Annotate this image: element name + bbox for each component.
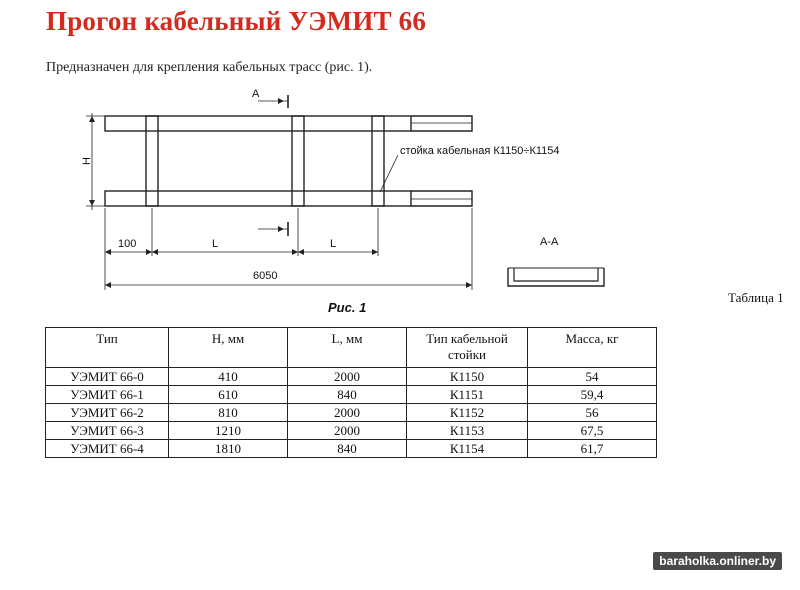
section-label: A-A (540, 236, 559, 248)
cell-l: 840 (288, 386, 407, 404)
cell-h: 1810 (169, 440, 288, 458)
cell-l: 2000 (288, 422, 407, 440)
cell-mass: 61,7 (528, 440, 657, 458)
section-mark-a: A (252, 88, 260, 100)
header-rack-type: Тип кабельной стойки (407, 328, 528, 368)
cell-type: УЭМИТ 66-2 (46, 404, 169, 422)
watermark: baraholka.onliner.by (653, 552, 782, 570)
table-header-row (46, 328, 657, 368)
cell-rack: К1152 (407, 404, 528, 422)
cell-mass: 54 (528, 368, 657, 386)
cell-l: 2000 (288, 404, 407, 422)
dimension-6050: 6050 (253, 270, 278, 282)
page-title: Прогон кабельный УЭМИТ 66 (46, 6, 427, 36)
spec-table (45, 327, 657, 458)
page-subtitle: Предназначен для крепления кабельных трасс (рис. 1). (46, 60, 373, 75)
cell-mass: 56 (528, 404, 657, 422)
cell-type: УЭМИТ 66-4 (46, 440, 169, 458)
callout-rack: стойка кабельная К1150÷К1154 (400, 145, 560, 157)
bottom-channel-end (411, 191, 472, 206)
table-row (46, 368, 657, 386)
table-row (46, 440, 657, 458)
cell-mass: 59,4 (528, 386, 657, 404)
upright-3 (372, 116, 384, 206)
cell-rack: К1151 (407, 386, 528, 404)
cell-h: 810 (169, 404, 288, 422)
figure-caption: Рис. 1 (328, 300, 367, 315)
cell-l: 2000 (288, 368, 407, 386)
table-row (46, 404, 657, 422)
bottom-channel (105, 191, 411, 206)
cell-l: 840 (288, 440, 407, 458)
table-row (46, 386, 657, 404)
cell-type: УЭМИТ 66-1 (46, 386, 169, 404)
cell-h: 1210 (169, 422, 288, 440)
header-h: H, мм (169, 328, 288, 368)
table-label: Таблица 1 (728, 290, 784, 305)
dimension-100: 100 (118, 238, 137, 250)
table-row (46, 422, 657, 440)
dimension-h: H (81, 157, 93, 165)
cell-h: 410 (169, 368, 288, 386)
cell-type: УЭМИТ 66-0 (46, 368, 169, 386)
top-channel-end (411, 116, 472, 131)
cell-mass: 67,5 (528, 422, 657, 440)
dimension-l-2: L (330, 238, 337, 250)
cell-rack: К1150 (407, 368, 528, 386)
cell-type: УЭМИТ 66-3 (46, 422, 169, 440)
dimension-l-1: L (212, 238, 219, 250)
section-profile (508, 268, 604, 286)
header-mass: Масса, кг (528, 328, 657, 368)
cell-h: 610 (169, 386, 288, 404)
cell-rack: К1154 (407, 440, 528, 458)
header-type: Тип (46, 328, 169, 368)
upright-2 (292, 116, 304, 206)
top-channel (105, 116, 411, 131)
upright-1 (146, 116, 158, 206)
cell-rack: К1153 (407, 422, 528, 440)
header-l: L, мм (288, 328, 407, 368)
